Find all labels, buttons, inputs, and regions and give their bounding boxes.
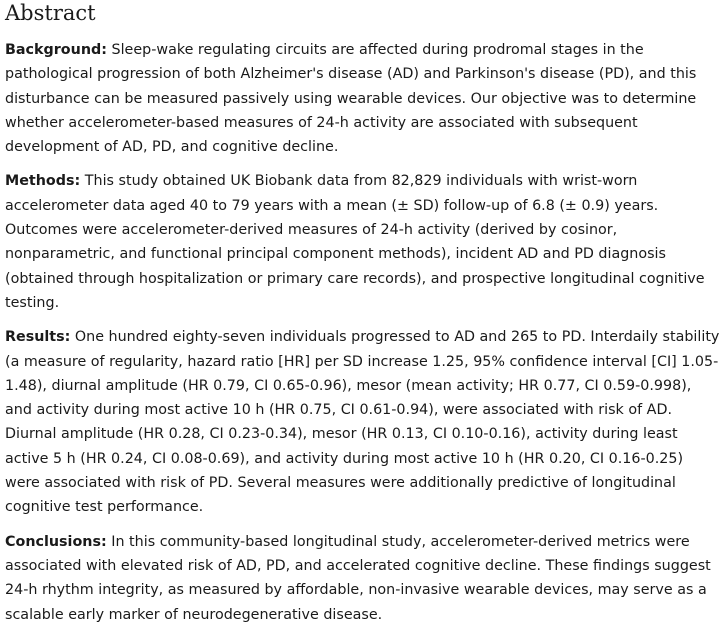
methods-label: Methods: (5, 173, 81, 190)
methods-paragraph (5, 169, 720, 315)
background-paragraph (5, 38, 720, 159)
methods-text: This study obtained UK Biobank data from 82,829 individuals with wrist-worn accelerometer data aged 40 to 79 years with a mean (± SD) follow-up of 6.8 (± 0.9) years. Outcomes were accelerometer-derived measures of 24-h activity (derived by cosinor, nonparametric, and functional principal component methods), incident AD and PD diagnosis (obtained through hospitalization or primary care records), and prospective longitudinal cognitive testing. (5, 173, 705, 311)
conclusions-text: In this community-based longitudinal study, accelerometer-derived metrics were associated with elevated risk of AD, PD, and accelerated cognitive decline. These findings suggest 24-h rhythm integrity, as measured by affordable, non-invasive wearable devices, may serve as a scalable early marker of neurodegenerative disease. (5, 533, 711, 623)
abstract-heading: Abstract (5, 1, 96, 25)
results-paragraph (5, 325, 720, 519)
background-text: Sleep-wake regulating circuits are affected during prodromal stages in the pathological progression of both Alzheimer's disease (AD) and Parkinson's disease (PD), and this disturbance can be measured passively using wearable devices. Our objective was to determine whether accelerometer-based measures of 24-h activity are associated with subsequent development of AD, PD, and cognitive decline. (5, 42, 697, 156)
conclusions-label: Conclusions: (5, 533, 107, 550)
background-label: Background: (5, 42, 107, 58)
conclusions-paragraph (5, 530, 720, 627)
results-label: Results: (5, 329, 71, 346)
results-text: One hundred eighty-seven individuals progressed to AD and 265 to PD. Interdaily stability (a measure of regularity, hazard ratio [HR] per SD increase 1.25, 95% confidence interval [CI] 1.05-1.48), diurnal amplitude (HR 0.79, CI 0.65-0.96), mesor (mean activity; HR 0.77, CI 0.59-0.998), and activity during most active 10 h (HR 0.75, CI 0.61-0.94), were associated with risk of AD. Diurnal amplitude (HR 0.28, CI 0.23-0.34), mesor (HR 0.13, CI 0.10-0.16), activity during least active 5 h (HR 0.24, CI 0.08-0.69), and activity during most active 10 h (HR 0.20, CI 0.16-0.25) were associated with risk of PD. Several measures were additionally predictive of longitudinal cognitive test performance. (5, 329, 720, 516)
